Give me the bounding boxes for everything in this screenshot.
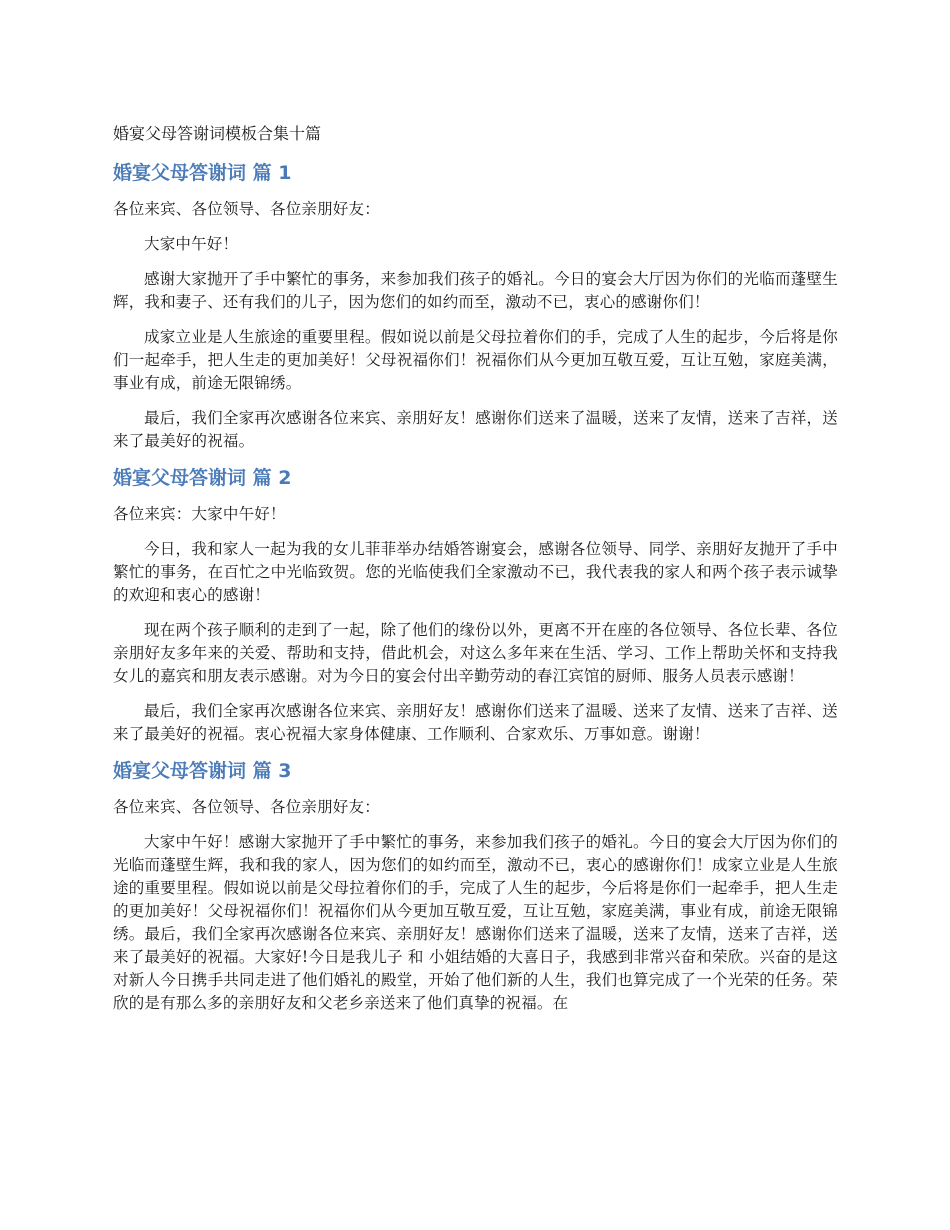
section-1 — [113, 160, 838, 453]
paragraph: 最后，我们全家再次感谢各位来宾、亲朋好友！感谢你们送来了温暖，送来了友情，送来了吉祥，送来了最美好的祝福。 — [113, 409, 838, 450]
paragraph: 大家中午好！感谢大家抛开了手中繁忙的事务，来参加我们孩子的婚礼。今日的宴会大厅因为你们的光临而蓬壁生辉，我和我的家人，因为您们的如约而至，激动不已，衷心的感谢你们！成家立业是人生旅途的重要里程。假如说以前是父母拉着你们的手，完成了人生的起步，今后将是你们一起牵手，把人生走的更加美好！父母祝福你们！祝福你们从今更加互敬互爱，互让互勉，家庭美满，事业有成，前途无限锦绣。最后，我们全家再次感谢各位来宾、亲朋好友！感谢你们送来了温暖，送来了友情，送来了吉祥，送来了最美好的祝福。大家好!今日是我儿子 和 小姐结婚的大喜日子，我感到非常兴奋和荣欣。兴奋的是这对新人今日携手共同走进了他们婚礼的殿堂，开始了他们新的人生，我们也算完成了一个光荣的任务。荣欣的是有那么多的亲朋好友和父老乡亲送来了他们真挚的祝福。在 — [113, 833, 838, 1012]
section-3 — [113, 758, 838, 1015]
section-heading: 婚宴父母答谢词 篇 2 — [113, 467, 292, 489]
salutation: 各位来宾：大家中午好！ — [113, 505, 286, 523]
paragraph: 现在两个孩子顺利的走到了一起，除了他们的缘份以外，更离不开在座的各位领导、各位长辈、各位亲朋好友多年来的关爱、帮助和支持，借此机会，对这么多年来在生活、学习、工作上帮助关怀和支持我女儿的嘉宾和朋友表示感谢。对为今日的宴会付出辛勤劳动的春江宾馆的厨师、服务人员表示感谢！ — [113, 621, 838, 685]
section-2 — [113, 465, 838, 746]
document-page — [113, 122, 838, 1027]
document-title: 婚宴父母答谢词模板合集十篇 — [113, 124, 322, 143]
salutation: 各位来宾、各位领导、各位亲朋好友： — [113, 798, 380, 816]
paragraph: 今日，我和家人一起为我的女儿菲菲举办结婚答谢宴会，感谢各位领导、同学、亲朋好友抛开了手中繁忙的事务，在百忙之中光临致贺。您的光临使我们全家激动不已，我代表我的家人和两个孩子表示诚挚的欢迎和衷心的感谢！ — [113, 540, 838, 604]
paragraph: 最后，我们全家再次感谢各位来宾、亲朋好友！感谢你们送来了温暖、送来了友情、送来了吉祥、送来了最美好的祝福。衷心祝福大家身体健康、工作顺利、合家欢乐、万事如意。谢谢！ — [113, 702, 838, 743]
paragraph: 成家立业是人生旅途的重要里程。假如说以前是父母拉着你们的手，完成了人生的起步，今后将是你们一起牵手，把人生走的更加美好！父母祝福你们！祝福你们从今更加互敬互爱，互让互勉，家庭美满，事业有成，前途无限锦绣。 — [113, 328, 838, 392]
paragraph: 感谢大家抛开了手中繁忙的事务，来参加我们孩子的婚礼。今日的宴会大厅因为你们的光临而蓬壁生辉，我和妻子、还有我们的儿子，因为您们的如约而至，激动不已，衷心的感谢你们！ — [113, 270, 838, 311]
section-heading: 婚宴父母答谢词 篇 3 — [113, 760, 292, 782]
salutation: 各位来宾、各位领导、各位亲朋好友： — [113, 200, 380, 218]
section-heading: 婚宴父母答谢词 篇 1 — [113, 162, 292, 184]
paragraph: 大家中午好！ — [144, 235, 239, 253]
